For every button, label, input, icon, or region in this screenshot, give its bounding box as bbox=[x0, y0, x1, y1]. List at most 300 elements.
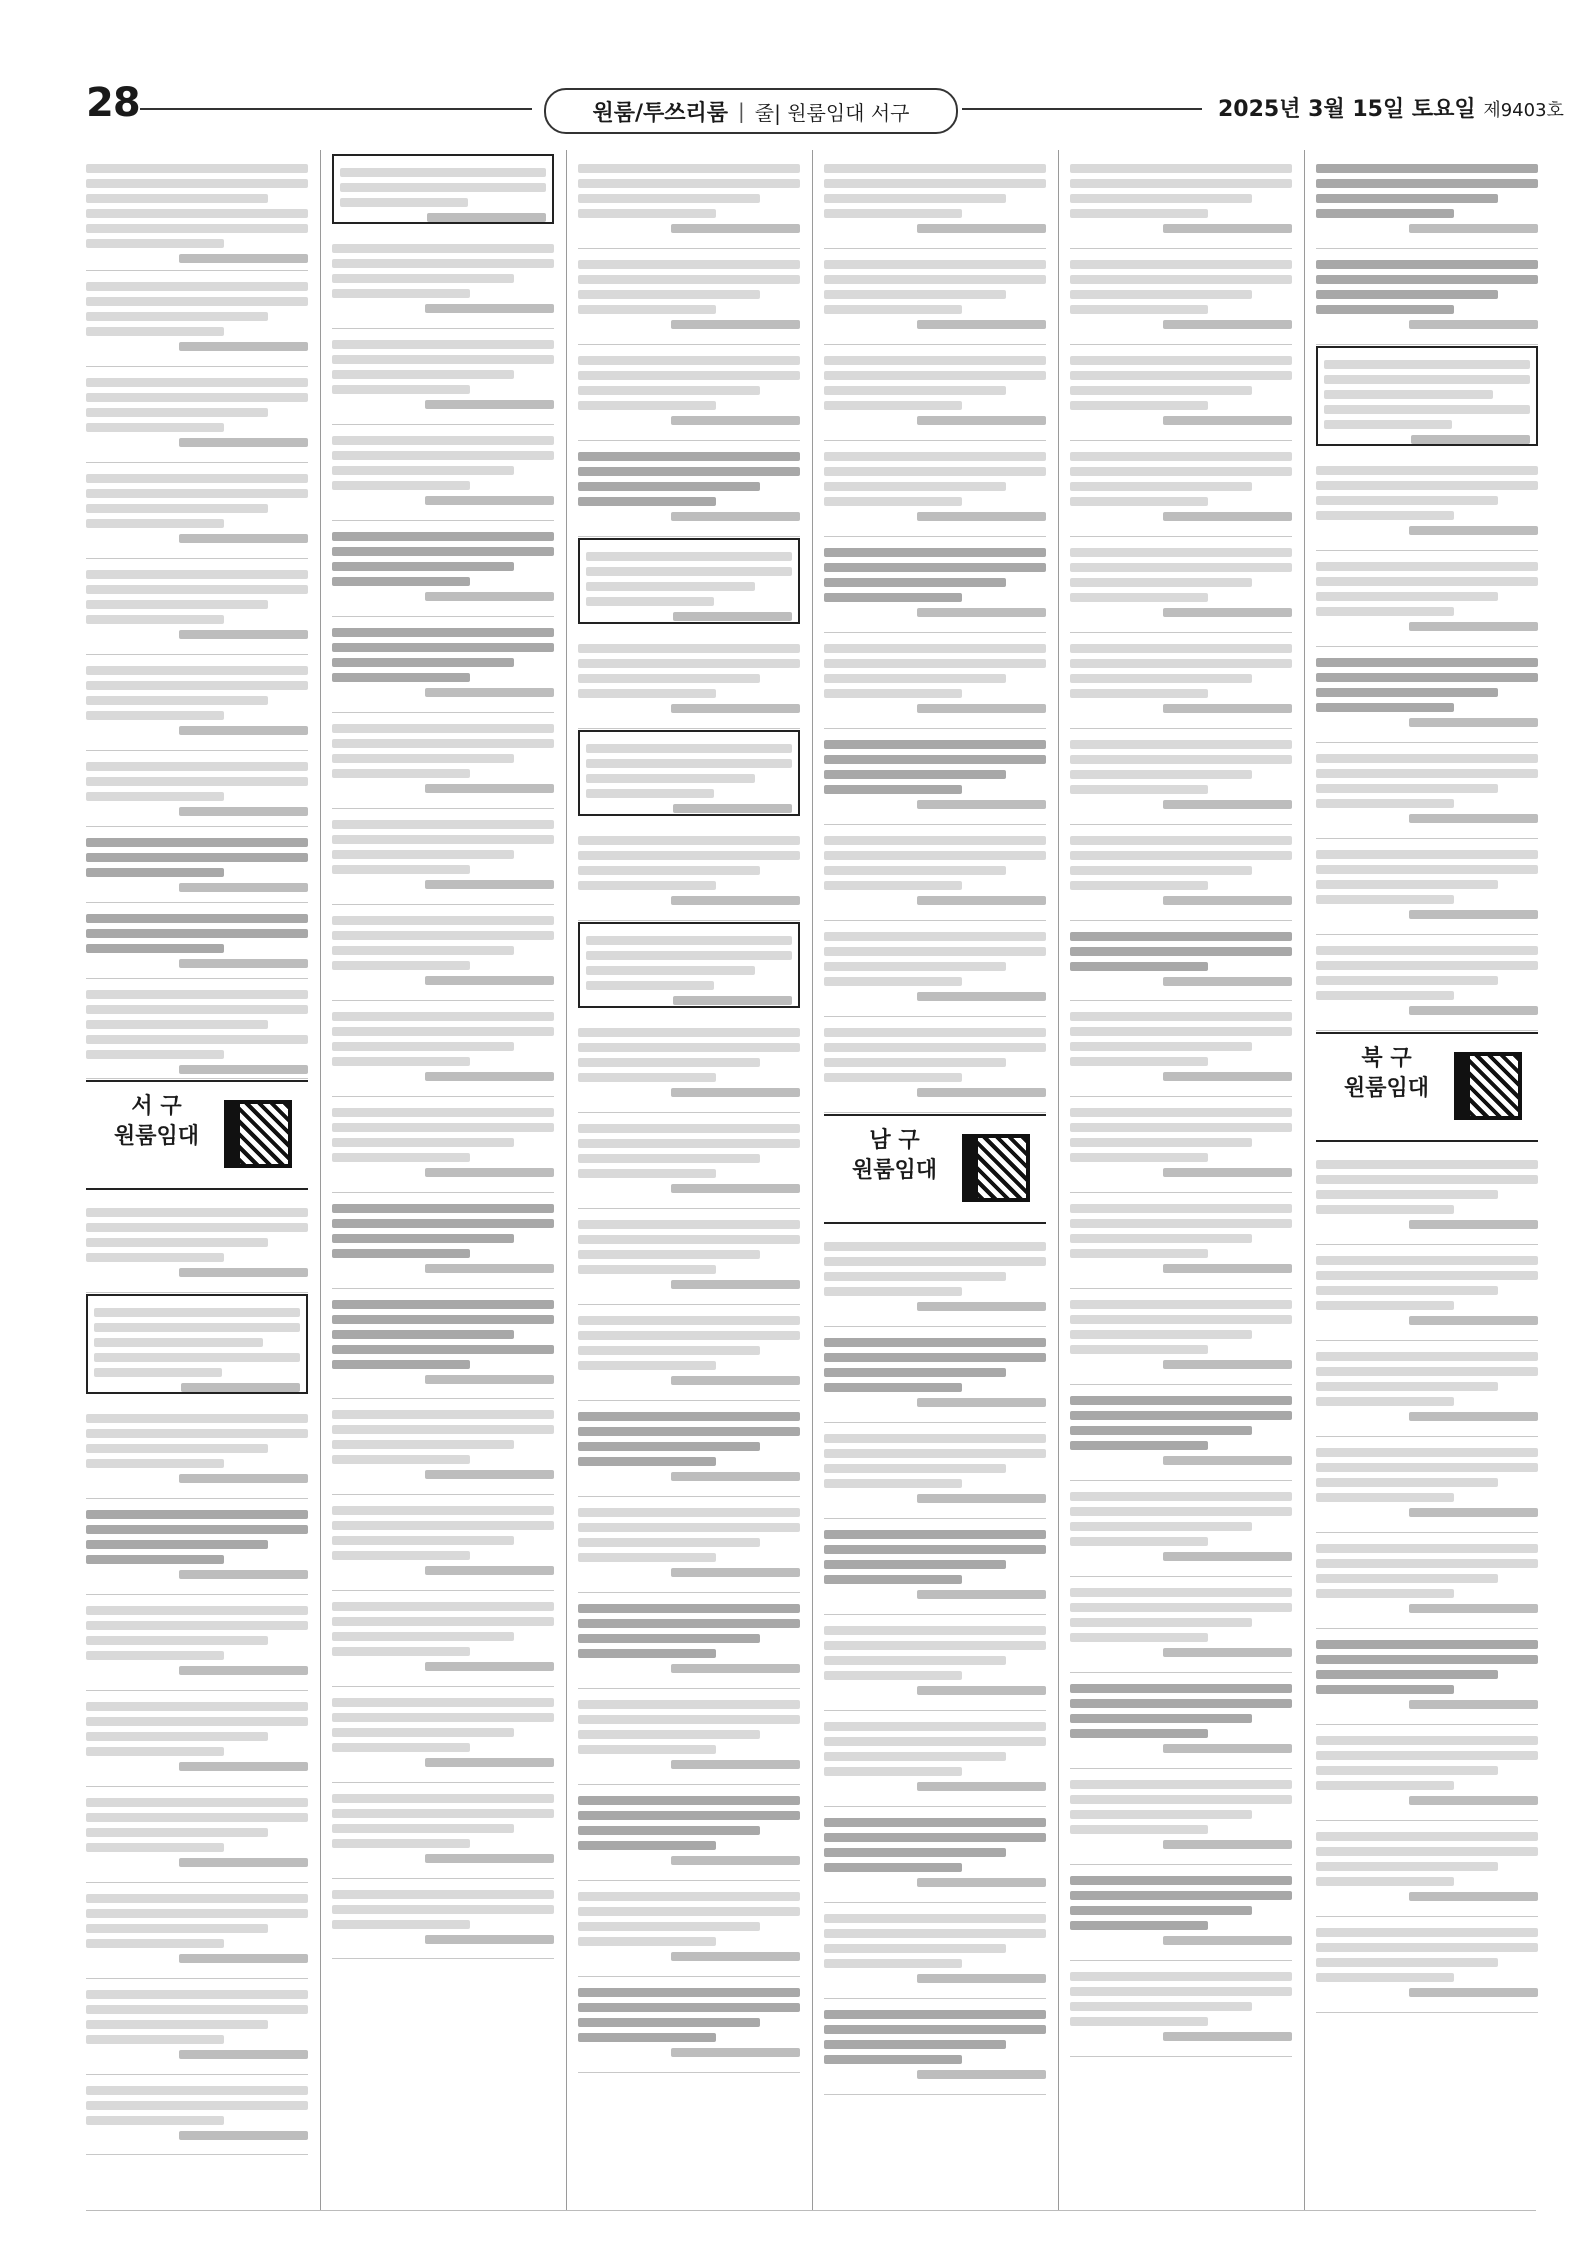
listing-text-line bbox=[578, 371, 800, 380]
listing-text-line bbox=[1316, 1367, 1538, 1376]
listing-item bbox=[86, 828, 308, 903]
listing-text-line bbox=[1070, 179, 1292, 188]
listing-text-line bbox=[86, 378, 308, 387]
listing-text-line bbox=[578, 1124, 800, 1133]
listing-text-line bbox=[332, 673, 470, 682]
listing-phone-line bbox=[425, 880, 554, 889]
listing-text-line bbox=[1316, 209, 1454, 218]
listing-text-line bbox=[1070, 1492, 1292, 1501]
listing-text-line bbox=[1316, 1751, 1538, 1760]
listing-text-line bbox=[1070, 1441, 1208, 1450]
listing-text-line bbox=[578, 1745, 716, 1754]
listing-text-line bbox=[1070, 881, 1208, 890]
listing-item bbox=[824, 538, 1046, 633]
listing-text-line bbox=[332, 466, 514, 475]
listing-item bbox=[824, 1808, 1046, 1903]
area-section-header bbox=[1316, 1032, 1538, 1142]
listing-text-line bbox=[86, 519, 224, 528]
listing-text-line bbox=[1316, 1781, 1454, 1790]
listing-text-line bbox=[86, 1020, 268, 1029]
listing-text-line bbox=[578, 1139, 800, 1148]
listing-text-line bbox=[332, 820, 554, 829]
listing-text-line bbox=[1316, 784, 1498, 793]
listing-text-line bbox=[824, 1368, 1006, 1377]
listing-text-line bbox=[578, 1811, 800, 1820]
qr-code-icon[interactable] bbox=[962, 1134, 1030, 1202]
listing-text-line bbox=[332, 1042, 514, 1051]
listing-text-line bbox=[586, 597, 714, 606]
listing-phone-line bbox=[1163, 224, 1292, 233]
listing-item bbox=[332, 714, 554, 809]
listing-item bbox=[86, 1980, 308, 2075]
listing-phone-line bbox=[1163, 800, 1292, 809]
listing-text-line bbox=[1070, 1219, 1292, 1228]
listing-item bbox=[86, 272, 308, 367]
listing-text-line bbox=[1070, 1153, 1208, 1162]
listing-text-line bbox=[1070, 1729, 1208, 1738]
listing-text-line bbox=[332, 547, 554, 556]
listing-text-line bbox=[332, 370, 514, 379]
listing-item bbox=[578, 922, 800, 1008]
listing-item bbox=[578, 442, 800, 537]
listing-text-line bbox=[1316, 1847, 1538, 1856]
listing-text-line bbox=[86, 1702, 308, 1711]
listing-item bbox=[824, 634, 1046, 729]
listing-text-line bbox=[578, 2018, 760, 2027]
listing-text-line bbox=[1070, 356, 1292, 365]
listing-item bbox=[1070, 1770, 1292, 1865]
listing-text-line bbox=[578, 1331, 800, 1340]
listing-phone-line bbox=[1163, 1072, 1292, 1081]
listing-text-line bbox=[1316, 754, 1538, 763]
listing-item bbox=[1316, 840, 1538, 935]
listing-text-line bbox=[1070, 1027, 1292, 1036]
listing-text-line bbox=[1070, 1891, 1292, 1900]
listing-item bbox=[824, 1018, 1046, 1113]
section-separator: | bbox=[738, 99, 745, 123]
listing-text-line bbox=[332, 1123, 554, 1132]
listing-item bbox=[332, 1002, 554, 1097]
listing-text-line bbox=[1316, 1544, 1538, 1553]
listing-text-line bbox=[86, 1732, 268, 1741]
listing-item bbox=[824, 250, 1046, 345]
listing-text-line bbox=[86, 423, 224, 432]
listing-text-line bbox=[86, 1459, 224, 1468]
listing-text-line bbox=[1316, 1640, 1538, 1649]
listing-text-line bbox=[1316, 466, 1538, 475]
listing-phone-line bbox=[179, 726, 308, 735]
listing-item bbox=[824, 1424, 1046, 1519]
listing-text-line bbox=[578, 194, 760, 203]
listing-text-line bbox=[332, 835, 554, 844]
listing-text-line bbox=[1070, 1618, 1252, 1627]
listing-item bbox=[1316, 346, 1538, 446]
listing-text-line bbox=[86, 914, 308, 923]
listing-text-line bbox=[586, 759, 792, 768]
listing-text-line bbox=[1070, 1234, 1252, 1243]
listing-text-line bbox=[86, 408, 268, 417]
listing-text-line bbox=[824, 371, 1046, 380]
listing-text-line bbox=[1316, 1973, 1454, 1982]
listing-text-line bbox=[332, 1360, 470, 1369]
listing-text-line bbox=[1070, 1684, 1292, 1693]
column-divider bbox=[1304, 150, 1305, 2210]
listing-text-line bbox=[1316, 562, 1538, 571]
listing-text-line bbox=[578, 497, 716, 506]
listing-text-line bbox=[586, 789, 714, 798]
listing-item bbox=[1070, 346, 1292, 441]
listing-phone-line bbox=[917, 416, 1046, 425]
listing-text-line bbox=[1316, 1478, 1498, 1487]
page-number: 28 bbox=[86, 80, 140, 126]
listing-phone-line bbox=[917, 1398, 1046, 1407]
listing-text-line bbox=[332, 1315, 554, 1324]
listing-text-line bbox=[824, 1929, 1046, 1938]
listing-text-line bbox=[332, 1300, 554, 1309]
area-section-title: 서 구 원룸임대 bbox=[114, 1094, 200, 1149]
listing-text-line bbox=[1070, 866, 1252, 875]
listing-text-line bbox=[578, 1523, 800, 1532]
listing-item bbox=[824, 922, 1046, 1017]
listing-text-line bbox=[332, 1890, 554, 1899]
listing-text-line bbox=[86, 1651, 224, 1660]
listing-item bbox=[824, 1616, 1046, 1711]
listing-text-line bbox=[578, 1988, 800, 1997]
listing-text-line bbox=[332, 916, 554, 925]
listing-text-line bbox=[578, 866, 760, 875]
listing-text-line bbox=[86, 1990, 308, 1999]
listing-text-line bbox=[1316, 1670, 1498, 1679]
listing-text-line bbox=[332, 532, 554, 541]
listing-text-line bbox=[86, 297, 308, 306]
listing-phone-line bbox=[917, 224, 1046, 233]
listing-text-line bbox=[1070, 1507, 1292, 1516]
listing-text-line bbox=[1070, 1780, 1292, 1789]
listing-item bbox=[86, 904, 308, 979]
listing-text-line bbox=[1070, 1042, 1252, 1051]
listing-phone-line bbox=[425, 304, 554, 313]
listing-phone-line bbox=[1163, 1744, 1292, 1753]
listing-text-line bbox=[1070, 1699, 1292, 1708]
listing-text-line bbox=[1070, 275, 1292, 284]
listing-text-line bbox=[824, 305, 962, 314]
listing-phone-line bbox=[673, 612, 792, 621]
listing-phone-line bbox=[179, 807, 308, 816]
listing-text-line bbox=[332, 1138, 514, 1147]
listing-text-line bbox=[332, 562, 514, 571]
listing-text-line bbox=[824, 881, 962, 890]
listing-text-line bbox=[1316, 1589, 1454, 1598]
listing-text-line bbox=[1316, 496, 1498, 505]
listing-phone-line bbox=[917, 320, 1046, 329]
listing-item bbox=[332, 618, 554, 713]
listing-text-line bbox=[1070, 1603, 1292, 1612]
listing-text-line bbox=[824, 401, 962, 410]
listing-text-line bbox=[1324, 390, 1493, 399]
listing-text-line bbox=[824, 1575, 962, 1584]
listing-item bbox=[1316, 154, 1538, 249]
listing-item bbox=[1070, 1194, 1292, 1289]
listing-text-line bbox=[824, 1671, 962, 1680]
section-main-title: 원룸/투쓰리룸 bbox=[592, 100, 729, 126]
listing-phone-line bbox=[917, 1878, 1046, 1887]
listing-text-line bbox=[1316, 1766, 1498, 1775]
listing-text-line bbox=[578, 836, 800, 845]
listing-text-line bbox=[86, 2035, 224, 2044]
listing-text-line bbox=[824, 755, 1046, 764]
listing-text-line bbox=[340, 168, 546, 177]
listing-phone-line bbox=[425, 688, 554, 697]
listing-text-line bbox=[1316, 976, 1498, 985]
listing-text-line bbox=[586, 936, 792, 945]
listing-text-line bbox=[1070, 836, 1292, 845]
listing-text-line bbox=[1316, 1205, 1454, 1214]
listing-phone-line bbox=[179, 630, 308, 639]
listing-text-line bbox=[332, 643, 554, 652]
listing-text-line bbox=[578, 2003, 800, 2012]
listing-text-line bbox=[578, 689, 716, 698]
qr-code-icon[interactable] bbox=[1454, 1052, 1522, 1120]
listing-text-line bbox=[824, 1530, 1046, 1539]
listing-text-line bbox=[1070, 2002, 1252, 2011]
listing-text-line bbox=[332, 1153, 470, 1162]
listing-text-line bbox=[578, 1442, 760, 1451]
listing-text-line bbox=[86, 224, 308, 233]
listing-phone-line bbox=[1409, 718, 1538, 727]
listing-text-line bbox=[824, 1863, 962, 1872]
listing-text-line bbox=[578, 1922, 760, 1931]
listing-phone-line bbox=[1163, 704, 1292, 713]
listing-item bbox=[1316, 1822, 1538, 1917]
listing-text-line bbox=[578, 1316, 800, 1325]
listing-text-line bbox=[86, 1909, 308, 1918]
listing-text-line bbox=[86, 838, 308, 847]
listing-phone-line bbox=[917, 1494, 1046, 1503]
section-subtitle: 줄| 원룸임대 서구 bbox=[754, 100, 910, 125]
listing-text-line bbox=[1070, 947, 1292, 956]
listing-phone-line bbox=[425, 496, 554, 505]
listing-text-line bbox=[824, 674, 1006, 683]
listing-text-line bbox=[332, 1057, 470, 1066]
listing-text-line bbox=[86, 1223, 308, 1232]
listing-text-line bbox=[578, 2033, 716, 2042]
listing-phone-line bbox=[917, 2070, 1046, 2079]
listing-item bbox=[86, 368, 308, 463]
listing-phone-line bbox=[917, 1782, 1046, 1791]
listing-phone-line bbox=[671, 704, 800, 713]
listing-item bbox=[578, 1306, 800, 1401]
listing-text-line bbox=[332, 1647, 470, 1656]
listing-text-line bbox=[578, 179, 800, 188]
listing-text-line bbox=[824, 482, 1006, 491]
listing-text-line bbox=[1316, 1655, 1538, 1664]
listing-item bbox=[1070, 730, 1292, 825]
listing-text-line bbox=[578, 1649, 716, 1658]
listing-text-line bbox=[1070, 290, 1252, 299]
listing-text-line bbox=[578, 209, 716, 218]
listing-phone-line bbox=[917, 608, 1046, 617]
listing-phone-line bbox=[671, 1760, 800, 1769]
listing-item bbox=[1070, 826, 1292, 921]
listing-text-line bbox=[1070, 1396, 1292, 1405]
listing-text-line bbox=[824, 356, 1046, 365]
listing-text-line bbox=[586, 951, 792, 960]
listing-item bbox=[578, 250, 800, 345]
listing-phone-line bbox=[425, 1854, 554, 1863]
listing-text-line bbox=[86, 1717, 308, 1726]
listing-phone-line bbox=[917, 1302, 1046, 1311]
listing-text-line bbox=[1070, 1522, 1252, 1531]
listing-text-line bbox=[824, 1848, 1006, 1857]
listing-text-line bbox=[1070, 194, 1252, 203]
listing-phone-line bbox=[179, 1666, 308, 1675]
issue-date bbox=[1218, 92, 1564, 123]
listing-text-line bbox=[332, 481, 470, 490]
listing-phone-line bbox=[1409, 814, 1538, 823]
listing-text-line bbox=[824, 1464, 1006, 1473]
listing-text-line bbox=[824, 1722, 1046, 1731]
listing-item bbox=[332, 1098, 554, 1193]
listing-item bbox=[86, 1294, 308, 1394]
listing-item bbox=[824, 1328, 1046, 1423]
listing-text-line bbox=[86, 944, 224, 953]
listing-phone-line bbox=[917, 1686, 1046, 1695]
listing-text-line bbox=[578, 1715, 800, 1724]
listing-text-line bbox=[578, 1634, 760, 1643]
listing-text-line bbox=[86, 929, 308, 938]
listing-text-line bbox=[1316, 658, 1538, 667]
listing-item bbox=[824, 346, 1046, 441]
listing-text-line bbox=[86, 1924, 268, 1933]
listing-item bbox=[1316, 1534, 1538, 1629]
listing-text-line bbox=[86, 2005, 308, 2014]
listing-text-line bbox=[1070, 740, 1292, 749]
listing-item bbox=[332, 1496, 554, 1591]
listing-text-line bbox=[1070, 1537, 1208, 1546]
listing-phone-line bbox=[671, 1184, 800, 1193]
listing-text-line bbox=[1316, 1928, 1538, 1937]
listing-text-line bbox=[1316, 880, 1498, 889]
listing-text-line bbox=[1070, 644, 1292, 653]
listing-phone-line bbox=[179, 254, 308, 263]
listing-text-line bbox=[1070, 401, 1208, 410]
listing-item bbox=[578, 634, 800, 729]
listing-item bbox=[1070, 1482, 1292, 1577]
listing-phone-line bbox=[179, 1474, 308, 1483]
listing-text-line bbox=[86, 489, 308, 498]
listing-item bbox=[332, 234, 554, 329]
listing-phone-line bbox=[425, 1662, 554, 1671]
listing-text-line bbox=[86, 1525, 308, 1534]
listing-text-line bbox=[578, 851, 800, 860]
area-section-header bbox=[824, 1114, 1046, 1224]
listing-text-line bbox=[1316, 1256, 1538, 1265]
listing-text-line bbox=[340, 183, 546, 192]
listing-text-line bbox=[332, 865, 470, 874]
listing-phone-line bbox=[671, 1952, 800, 1961]
listing-text-line bbox=[824, 194, 1006, 203]
listing-text-line bbox=[824, 1272, 1006, 1281]
listing-text-line bbox=[332, 274, 514, 283]
listing-phone-line bbox=[1163, 320, 1292, 329]
listing-text-line bbox=[1070, 1204, 1292, 1213]
listing-text-line bbox=[86, 1798, 308, 1807]
listing-text-line bbox=[86, 327, 224, 336]
listing-column bbox=[578, 150, 800, 2210]
listing-item bbox=[332, 1194, 554, 1289]
listing-text-line bbox=[824, 164, 1046, 173]
listing-item bbox=[578, 538, 800, 624]
listing-text-line bbox=[1070, 497, 1208, 506]
listing-text-line bbox=[1070, 689, 1208, 698]
listing-text-line bbox=[578, 386, 760, 395]
listing-text-line bbox=[86, 853, 308, 862]
listing-text-line bbox=[1070, 452, 1292, 461]
listing-text-line bbox=[86, 1414, 308, 1423]
listing-text-line bbox=[578, 644, 800, 653]
listing-item bbox=[1316, 1438, 1538, 1533]
listing-item bbox=[578, 154, 800, 249]
listing-phone-line bbox=[425, 784, 554, 793]
listing-phone-line bbox=[425, 1758, 554, 1767]
listing-text-line bbox=[1316, 511, 1454, 520]
listing-text-line bbox=[1070, 785, 1208, 794]
listing-text-line bbox=[586, 981, 714, 990]
listing-text-line bbox=[94, 1323, 300, 1332]
listing-phone-line bbox=[917, 1974, 1046, 1983]
listing-text-line bbox=[1070, 2017, 1208, 2026]
listing-phone-line bbox=[917, 896, 1046, 905]
qr-code-icon[interactable] bbox=[224, 1100, 292, 1168]
listing-text-line bbox=[1070, 1300, 1292, 1309]
listing-text-line bbox=[94, 1308, 300, 1317]
listing-text-line bbox=[578, 1073, 716, 1082]
listing-item bbox=[578, 1114, 800, 1209]
listing-text-line bbox=[332, 451, 554, 460]
listing-phone-line bbox=[671, 1088, 800, 1097]
listing-phone-line bbox=[1409, 224, 1538, 233]
listing-text-line bbox=[586, 552, 792, 561]
listing-text-line bbox=[1070, 1057, 1208, 1066]
listing-text-line bbox=[1070, 209, 1208, 218]
listing-item bbox=[578, 1594, 800, 1689]
listing-phone-line bbox=[179, 1858, 308, 1867]
listing-text-line bbox=[1070, 1249, 1208, 1258]
listing-item bbox=[1316, 552, 1538, 647]
listing-phone-line bbox=[671, 320, 800, 329]
listing-item bbox=[1070, 1962, 1292, 2057]
listing-item bbox=[86, 1500, 308, 1595]
listing-item bbox=[86, 1404, 308, 1499]
listing-text-line bbox=[332, 340, 554, 349]
listing-item bbox=[1070, 1386, 1292, 1481]
listing-phone-line bbox=[1409, 1988, 1538, 1997]
listing-text-line bbox=[332, 1728, 514, 1737]
listing-column bbox=[332, 150, 554, 2210]
listing-text-line bbox=[332, 1249, 470, 1258]
listing-item bbox=[86, 1788, 308, 1883]
listing-phone-line bbox=[179, 438, 308, 447]
listing-text-line bbox=[578, 1508, 800, 1517]
listing-text-line bbox=[578, 1058, 760, 1067]
listing-text-line bbox=[578, 1028, 800, 1037]
listing-text-line bbox=[824, 1434, 1046, 1443]
listing-text-line bbox=[824, 1752, 1006, 1761]
listing-item bbox=[824, 1520, 1046, 1615]
listing-text-line bbox=[1316, 592, 1498, 601]
listing-phone-line bbox=[425, 1470, 554, 1479]
listing-text-line bbox=[86, 2086, 308, 2095]
